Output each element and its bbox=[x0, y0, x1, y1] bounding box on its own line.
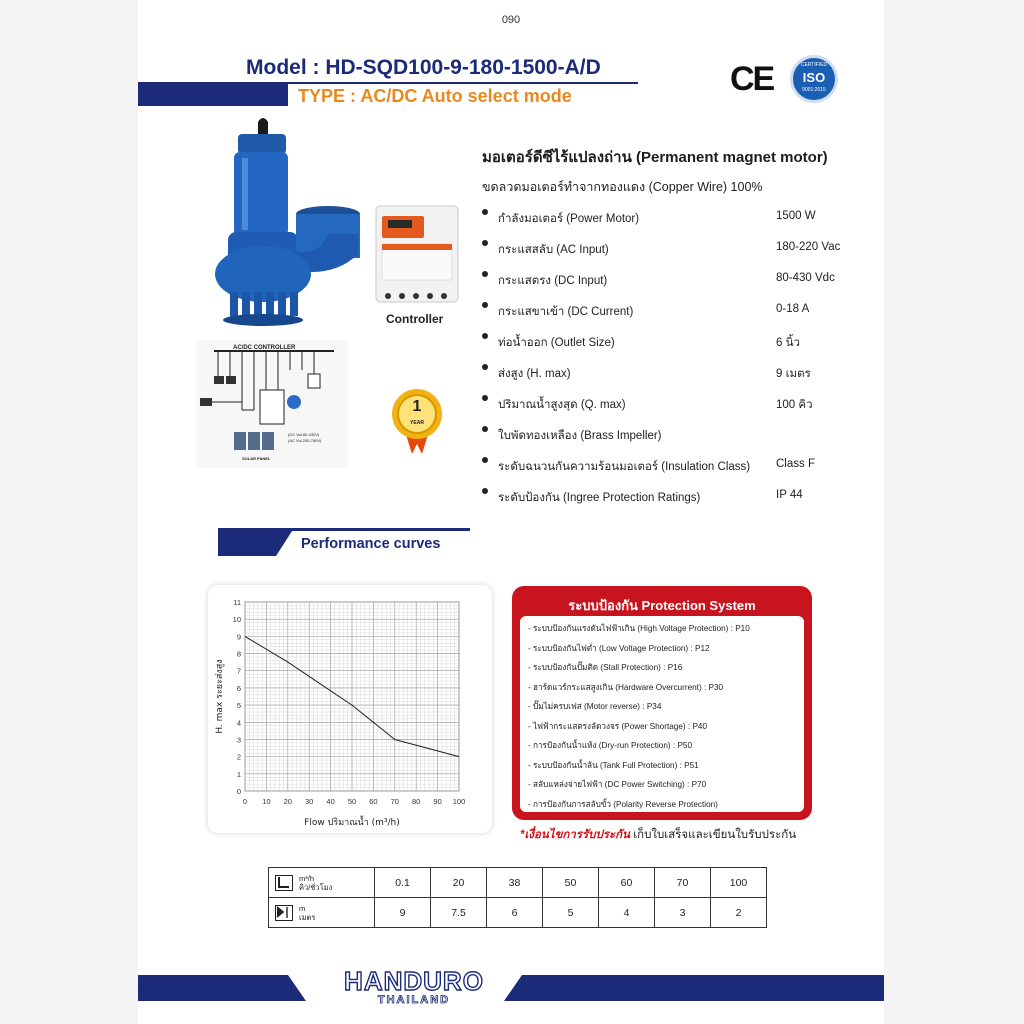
head-cell: 4 bbox=[599, 898, 655, 928]
x-tick-label: 10 bbox=[262, 797, 271, 806]
type-subtitle: TYPE : AC/DC Auto select mode bbox=[298, 86, 572, 106]
brand-logo bbox=[324, 966, 504, 1012]
spec-label: ปริมาณน้ำสูงสุด (Q. max) bbox=[498, 399, 626, 411]
protection-item: - ฮาร์ดแวร์กระแสสูงเกิน (Hardware Overcurrent) : P30 bbox=[528, 682, 724, 692]
bullet-icon bbox=[482, 333, 488, 339]
x-tick-label: 100 bbox=[452, 797, 466, 806]
head-cell: 7.5 bbox=[431, 898, 487, 928]
protection-item: - สลับแหล่งจ่ายไฟฟ้า (DC Power Switching) : P70 bbox=[528, 780, 707, 789]
protection-item: - ปั๊มไม่ครบเฟส (Motor reverse) : P34 bbox=[528, 702, 662, 711]
bullet-icon bbox=[482, 271, 488, 277]
x-tick-label: 80 bbox=[412, 797, 421, 806]
bullet-icon bbox=[482, 395, 488, 401]
bullet-icon bbox=[482, 209, 488, 215]
head-unit: m bbox=[299, 903, 306, 913]
performance-chart bbox=[208, 585, 492, 833]
controller-image bbox=[374, 204, 460, 308]
flow-header-cell bbox=[269, 868, 375, 898]
flow-cell: 20 bbox=[431, 868, 487, 898]
spec-label: กระแสขาเข้า (DC Current) bbox=[498, 306, 634, 318]
performance-title: Performance curves bbox=[301, 536, 441, 552]
x-tick-label: 90 bbox=[433, 797, 442, 806]
spec-label: ใบพัดทองเหลือง (Brass Impeller) bbox=[498, 430, 662, 442]
spec-value: 1500 W bbox=[776, 210, 816, 222]
spec-row bbox=[482, 386, 882, 417]
spec-title: มอเตอร์ดีซีไร้แปลงถ่าน (Permanent magnet motor) bbox=[482, 149, 828, 166]
head-cell: 2 bbox=[711, 898, 767, 928]
spec-label: ระดับฉนวนกันความร้อนมอเตอร์ (Insulation Class) bbox=[498, 461, 751, 473]
protection-item: - ระบบป้องกันไฟต่ำ (Low Voltage Protection) : P12 bbox=[528, 643, 710, 653]
head-cell: 6 bbox=[487, 898, 543, 928]
flow-unit-th: คิว/ชั่วโมง bbox=[299, 882, 333, 892]
y-tick-label: 4 bbox=[236, 718, 241, 728]
x-tick-label: 40 bbox=[326, 797, 335, 806]
bullet-icon bbox=[482, 426, 488, 432]
warranty-note-red: *เงื่อนไขการรับประกัน bbox=[520, 829, 630, 841]
flow-unit: m³/h bbox=[299, 873, 314, 883]
head-row bbox=[269, 898, 767, 928]
spec-row bbox=[482, 262, 882, 293]
spec-row bbox=[482, 355, 882, 386]
bullet-icon bbox=[482, 302, 488, 308]
y-tick-label: 8 bbox=[236, 649, 241, 659]
flow-cell: 50 bbox=[543, 868, 599, 898]
x-tick-label: 70 bbox=[390, 797, 399, 806]
x-axis-label: Flow ปริมาณน้ำ (m³/h) bbox=[304, 818, 400, 828]
wiring-dc-note: (DC Vol.80-430V) bbox=[288, 432, 320, 437]
spec-row bbox=[482, 200, 882, 231]
x-tick-label: 20 bbox=[283, 797, 292, 806]
spec-row bbox=[482, 417, 882, 448]
y-tick-label: 3 bbox=[236, 735, 241, 745]
spec-value: 6 นิ้ว bbox=[776, 337, 800, 349]
wiring-title: AC/DC CONTROLLER bbox=[233, 345, 296, 351]
iso-main-text: ISO bbox=[802, 70, 826, 85]
y-tick-label: 10 bbox=[232, 615, 241, 625]
spec-label: ท่อน้ำออก (Outlet Size) bbox=[498, 337, 615, 349]
flow-icon bbox=[275, 875, 293, 891]
spec-label: ส่งสูง (H. max) bbox=[498, 368, 571, 380]
model-title: Model : HD-SQD100-9-180-1500-A/D bbox=[246, 56, 601, 79]
flow-cell: 0.1 bbox=[375, 868, 431, 898]
logo-sub-text: THAILAND bbox=[377, 994, 451, 1006]
flow-head-table bbox=[268, 867, 767, 928]
y-tick-label: 11 bbox=[233, 598, 241, 607]
x-tick-label: 0 bbox=[242, 797, 248, 806]
iso-bottom-text: 9001:2015 bbox=[802, 87, 826, 93]
spec-label: กระแสสลับ (AC Input) bbox=[498, 244, 609, 256]
y-tick-label: 1 bbox=[236, 769, 241, 779]
protection-item: - ระบบป้องกันปั๊มติด (Stall Protection) : P16 bbox=[528, 663, 683, 672]
head-cell: 3 bbox=[655, 898, 711, 928]
logo-main-text: HANDURO bbox=[344, 966, 484, 996]
bullet-icon bbox=[482, 488, 488, 494]
y-tick-label: 9 bbox=[236, 632, 241, 642]
wiring-diagram bbox=[196, 340, 348, 468]
spec-label: กระแสตรง (DC Input) bbox=[498, 275, 608, 287]
y-tick-label: 6 bbox=[236, 683, 241, 693]
flow-cell: 70 bbox=[655, 868, 711, 898]
protection-item: - การป้องกันการสลับขั้ว (Polarity Reverse Protection) bbox=[528, 799, 718, 809]
wiring-solar-label: SOLAR PANEL bbox=[242, 456, 271, 461]
flow-cell: 38 bbox=[487, 868, 543, 898]
bullet-icon bbox=[482, 240, 488, 246]
spec-value: IP 44 bbox=[776, 489, 803, 501]
performance-chart-card bbox=[208, 585, 492, 833]
spec-value: Class F bbox=[776, 458, 815, 470]
spec-label: กำลังมอเตอร์ (Power Motor) bbox=[498, 213, 640, 225]
iso-badge bbox=[790, 55, 838, 103]
y-tick-label: 7 bbox=[236, 666, 241, 676]
x-tick-label: 30 bbox=[305, 797, 314, 806]
ce-mark: CE bbox=[730, 60, 774, 98]
head-unit-th: เมตร bbox=[299, 912, 316, 922]
y-tick-label: 2 bbox=[236, 752, 241, 762]
spec-subtitle: ขดลวดมอเตอร์ทำจากทองแดง (Copper Wire) 100% bbox=[482, 180, 763, 194]
flow-cell: 100 bbox=[711, 868, 767, 898]
controller-label: Controller bbox=[386, 312, 444, 326]
spec-value: 0-18 A bbox=[776, 303, 810, 315]
warranty-note bbox=[520, 826, 796, 844]
spec-value: 180-220 Vac bbox=[776, 241, 841, 253]
spec-row bbox=[482, 231, 882, 262]
pump-image bbox=[208, 114, 378, 329]
page-number: 090 bbox=[501, 14, 521, 26]
y-axis-label: H. max ระยะส่งสูง bbox=[215, 659, 225, 734]
spec-label: ระดับป้องกัน (Ingree Protection Ratings) bbox=[498, 492, 701, 504]
protection-list bbox=[520, 616, 804, 812]
protection-item: - ระบบป้องกันแรงดันไฟฟ้าเกิน (High Voltage Protection) : P10 bbox=[528, 624, 750, 633]
bullet-icon bbox=[482, 364, 488, 370]
x-tick-label: 60 bbox=[369, 797, 378, 806]
spec-value: 100 คิว bbox=[776, 399, 813, 411]
flow-row bbox=[269, 868, 767, 898]
head-header-cell bbox=[269, 898, 375, 928]
x-tick-label: 50 bbox=[347, 797, 357, 806]
spec-row bbox=[482, 479, 882, 510]
spec-list bbox=[482, 200, 882, 510]
flow-cell: 60 bbox=[599, 868, 655, 898]
spec-row bbox=[482, 324, 882, 355]
spec-value: 80-430 Vdc bbox=[776, 272, 835, 284]
spec-row bbox=[482, 448, 882, 479]
spec-row bbox=[482, 293, 882, 324]
warranty-text: YEAR bbox=[410, 420, 424, 426]
head-cell: 5 bbox=[543, 898, 599, 928]
wiring-ac-note: (AC Vol.200-780V) bbox=[288, 438, 322, 443]
protection-panel bbox=[512, 586, 812, 820]
catalog-page bbox=[138, 0, 884, 1024]
iso-top-text: CERTIFIED bbox=[800, 62, 828, 68]
head-icon bbox=[275, 905, 293, 921]
protection-item: - ไฟฟ้ากระแสตรงลัดวงจร (Power Shortage) : P40 bbox=[528, 721, 708, 731]
spec-value: 9 เมตร bbox=[776, 368, 811, 380]
footer-bar bbox=[138, 975, 884, 1001]
protection-title: ระบบป้องกัน Protection System bbox=[568, 598, 756, 613]
y-tick-label: 5 bbox=[236, 701, 241, 711]
y-tick-label: 0 bbox=[236, 787, 241, 796]
warranty-note-text: เก็บใบเสร็จและเขียนใบรับประกัน bbox=[630, 829, 797, 841]
bullet-icon bbox=[482, 457, 488, 463]
protection-item: - การป้องกันน้ำแห้ง (Dry-run Protection) : P50 bbox=[528, 741, 693, 750]
head-cell: 9 bbox=[375, 898, 431, 928]
warranty-number: 1 bbox=[412, 398, 422, 415]
protection-item: - ระบบป้องกันน้ำล้น (Tank Full Protection) : P51 bbox=[528, 760, 699, 770]
